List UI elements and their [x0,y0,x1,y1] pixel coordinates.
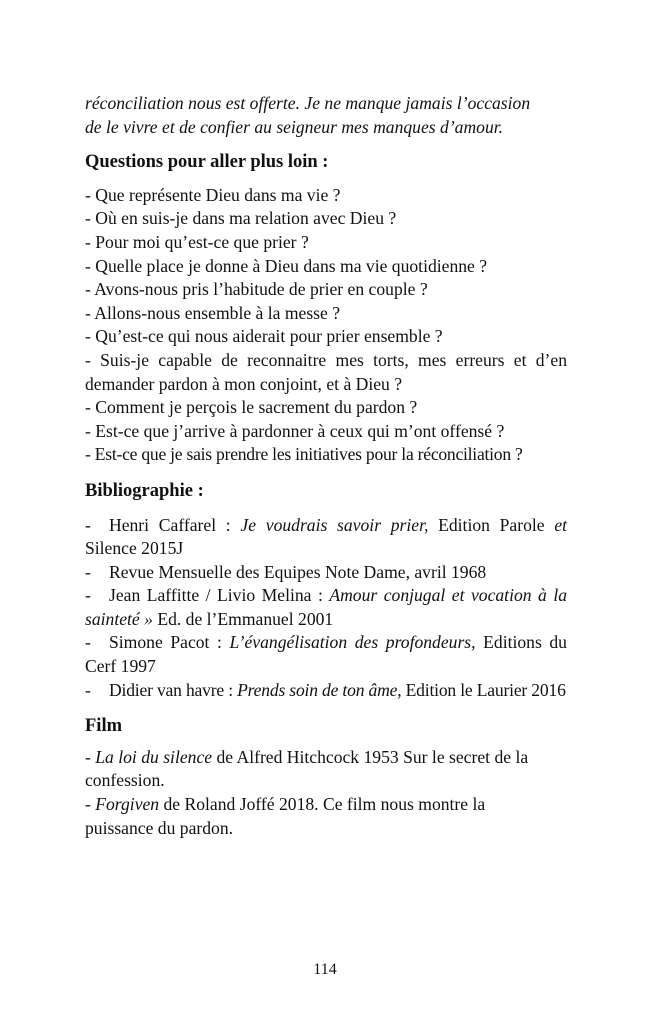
question-item: - Est-ce que je sais prendre les initiatives pour la réconciliation ? [85,444,523,465]
entry-dash: - [85,585,91,606]
film-entry [85,793,555,840]
page-content [85,92,567,840]
entry-dash: - [85,514,91,535]
entry-author: Revue Mensuelle des Equipes Note Dame, avril 1968 [109,561,487,582]
entry-author: Henri Caffarel : [109,514,241,535]
entry-author: Simone Pacot : [109,632,230,653]
question-item: - Allons-nous ensemble à la messe ? [85,302,341,323]
question-item: - Où en suis-je dans ma relation avec Dieu ? [85,208,397,229]
question-item: - Pour moi qu’est-ce que prier ? [85,231,309,252]
entry-title: L’évangélisation des profondeurs, [229,632,476,653]
film-details: de Alfred Hitchcock 1953 Sur le secret de la confession. [85,746,529,791]
bibliography-entry [85,631,567,678]
intro-line: réconciliation nous est offerte. Je ne manque jamais l’occasion [85,93,531,113]
bibliography-entry [85,514,567,561]
bibliography-heading: Bibliographie : [85,480,204,501]
entry-dash: - [85,679,91,700]
entry-details: Ed. de l’Emmanuel 2001 [152,608,334,629]
intro-line: de le vivre et de confier au seigneur mes manques d’amour. [85,116,504,137]
question-item: - Qu’est-ce qui nous aiderait pour prier ensemble ? [85,326,443,347]
entry-dash: - [85,561,91,582]
question-item: - Quelle place je donne à Dieu dans ma vie quotidienne ? [85,255,488,276]
film-heading: Film [85,716,122,737]
entry-author: Didier van havre : [109,679,238,700]
film-prefix: - [85,794,96,815]
entry-author: Jean Laffitte / Livio Melina : [109,585,330,606]
page-number: 114 [313,961,337,978]
entry-details: Editions du Cerf 1997 [85,632,567,677]
entry-publisher: Edition Parole [428,514,555,535]
film-title: La loi du silence [95,746,213,767]
bibliography-entry [85,561,567,585]
question-item: - Est-ce que j’arrive à pardonner à ceux qui m’ont offensé ? [85,420,505,441]
bibliography-entry [85,679,567,703]
film-prefix: - [85,746,96,767]
entry-title: Je voudrais savoir prier, [240,514,429,535]
questions-list [85,184,567,467]
bibliography-list [85,514,567,703]
entry-publisher-italic: et [554,514,568,535]
film-entry [85,746,555,793]
entry-details: Edition le Laurier 2016 [401,679,566,700]
question-item: - Suis-je capable de reconnaitre mes torts, mes erreurs et d’en demander pardon à mon conjoint, et à Dieu ? [85,349,567,394]
question-item: - Que représente Dieu dans ma vie ? [85,184,341,205]
film-list [85,746,555,840]
film-details: de Roland Joffé 2018. Ce film nous montre la puissance du pardon. [85,794,486,838]
intro-paragraph [85,92,567,139]
entry-dash: - [85,632,91,653]
entry-details: Silence 2015J [85,538,184,559]
film-title: Forgiven [95,794,160,815]
entry-title: Prends soin de ton âme, [237,679,402,700]
question-item: - Comment je perçois le sacrement du pardon ? [85,397,418,418]
questions-heading: Questions pour aller plus loin : [85,152,329,173]
bibliography-entry [85,584,567,631]
question-item: - Avons-nous pris l’habitude de prier en couple ? [85,279,428,300]
entry-title: Amour conjugal et vocation à la sainteté » [85,585,567,629]
